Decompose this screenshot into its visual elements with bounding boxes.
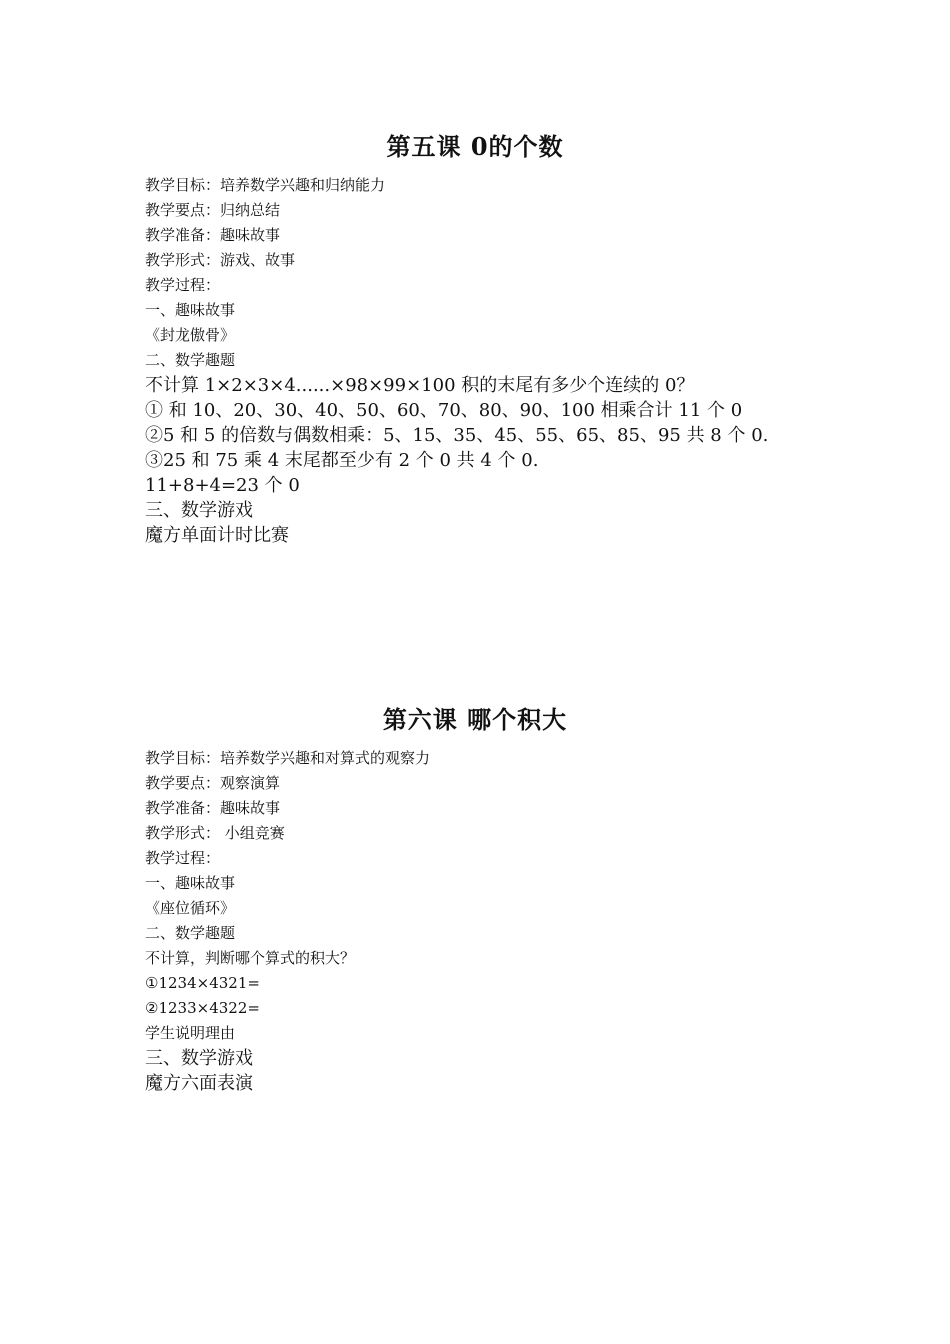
puzzle-question: 不计算，判断哪个算式的积大？	[145, 949, 356, 967]
teaching-preparation: 教学准备：趣味故事	[145, 799, 281, 817]
teaching-key-point: 教学要点：归纳总结	[145, 201, 281, 219]
section-game-heading: 三、数学游戏	[145, 1048, 253, 1069]
puzzle-question: 不计算 1×2×3×4......×98×99×100 积的末尾有多少个连续的 0？	[145, 375, 695, 396]
teaching-format: 教学形式：游戏、故事	[145, 251, 296, 269]
section-puzzle-heading: 二、数学趣题	[145, 924, 236, 942]
game-description: 魔方单面计时比赛	[145, 525, 289, 546]
story-title: 《座位循环》	[145, 899, 236, 917]
expression-one: ①1234×4321=	[145, 974, 260, 992]
lesson-five	[0, 132, 950, 162]
teaching-goal: 教学目标：培养数学兴趣和对算式的观察力	[145, 749, 431, 767]
puzzle-step-two: ②5 和 5 的倍数与偶数相乘：5、15、35、45、55、65、85、95 共 8 个 0.	[145, 425, 769, 446]
lesson-title: 第五课 0的个数	[386, 132, 564, 161]
lesson-title: 第六课 哪个积大	[382, 705, 568, 734]
story-title: 《封龙傲骨》	[145, 326, 236, 344]
section-game-heading: 三、数学游戏	[145, 500, 253, 521]
puzzle-step-three: ③25 和 75 乘 4 末尾都至少有 2 个 0 共 4 个 0.	[145, 450, 539, 471]
teaching-goal: 教学目标：培养数学兴趣和归纳能力	[145, 176, 386, 194]
student-explanation: 学生说明理由	[145, 1024, 236, 1042]
section-story-heading: 一、趣味故事	[145, 301, 236, 319]
puzzle-total: 11+8+4=23 个 0	[145, 475, 300, 496]
puzzle-step-one: ① 和 10、20、30、40、50、60、70、80、90、100 相乘合计 11 个 0	[145, 400, 743, 421]
lesson-six-body	[145, 746, 890, 1096]
expression-two: ②1233×4322=	[145, 999, 260, 1017]
teaching-process-heading: 教学过程：	[145, 276, 221, 294]
lesson-six	[0, 705, 950, 735]
teaching-key-point: 教学要点：观察演算	[145, 774, 281, 792]
teaching-format: 教学形式： 小组竞赛	[145, 824, 285, 842]
teaching-preparation: 教学准备：趣味故事	[145, 226, 281, 244]
section-puzzle-heading: 二、数学趣题	[145, 351, 236, 369]
lesson-five-body	[145, 173, 890, 548]
game-description: 魔方六面表演	[145, 1073, 253, 1094]
teaching-process-heading: 教学过程：	[145, 849, 221, 867]
section-story-heading: 一、趣味故事	[145, 874, 236, 892]
